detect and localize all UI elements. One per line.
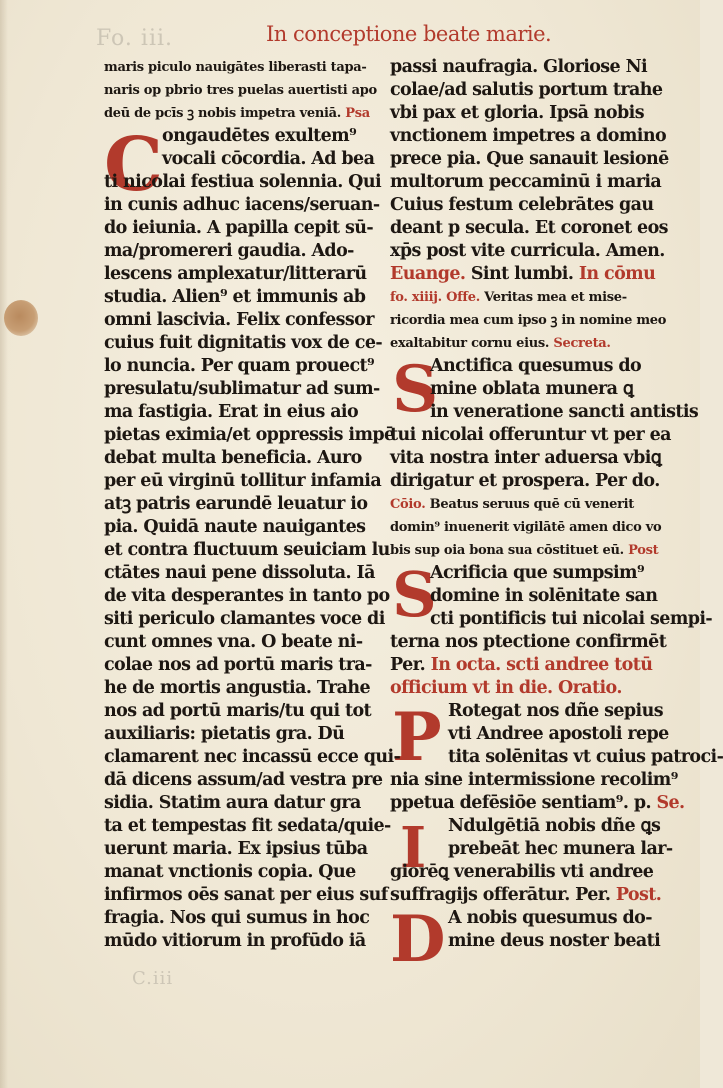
text-line [104,769,383,792]
line-text: tui nicolai offeruntur vt per ea [390,425,671,445]
text-line [104,424,395,447]
right-text-column [390,56,723,953]
text-line [104,930,372,953]
gutter-shadow [0,0,8,1088]
line-text: lescens amplexatur/litterarū [104,264,367,284]
text-line [390,930,661,953]
line-text: de vita desperantes in tanto po [104,586,390,606]
text-line [104,608,385,631]
text-line [390,79,663,102]
line-text: studia. Alien⁹ et immunis ab [104,287,366,307]
rubric-text: Cōio. [390,497,426,512]
text-line [390,585,658,608]
text-line [390,493,658,516]
text-line [104,470,382,493]
text-line [390,907,658,930]
line-text: nos ad portū maris/tu qui tot [104,701,372,721]
text-line [390,654,658,677]
line-text: cti pontificis tui nicolai sempi- [430,609,713,629]
line-text: domin⁹ inuenerit vigilātē amen dico vo [390,520,662,535]
line-text: et contra fluctuum seuiciam lu [104,540,390,560]
line-text: vocali cōcordia. Ad bea [162,149,375,169]
line-text: lo nuncia. Per quam prouect⁹ [104,356,375,376]
text-line [390,401,699,424]
text-line [104,102,372,125]
text-line [104,194,380,217]
text-line [104,677,372,700]
line-text: nia sine intermissione recolim⁹ [390,770,678,790]
page-header: In conceptione beate marie. [266,22,552,46]
line-text: presulatu/sublimatur ad sum- [104,379,380,399]
text-line [104,792,372,815]
line-text: exaltabitur cornu eius. [390,336,550,351]
text-line [104,815,391,838]
line-text: mine deus noster beati [448,931,661,951]
text-line [390,447,662,470]
line-text: multorum peccaminū i maria [390,172,662,192]
line-text: ti nicolai festiua solennia. Qui [104,172,381,192]
paper-stain [4,300,38,336]
line-text: terna nos ptectione confirmēt [390,632,667,652]
text-line [104,516,372,539]
line-text: siti periculo clamantes voce di [104,609,385,629]
line-text: suffragijs offerātur. Per. [390,885,616,905]
text-line [104,562,375,585]
text-line [390,562,658,585]
initial-s-post: S [392,558,437,631]
line-text: vti Andree apostoli repe [448,724,669,744]
text-line [390,171,662,194]
line-text: ongaudētes exultem⁹ [162,126,357,146]
line-text: mūdo vitiorum in profūdo iā [104,931,366,951]
text-line [390,884,662,907]
text-line [390,815,661,838]
show-through-folio: Fo. iii. [96,26,174,51]
line-text: Rotegat nos dñe sepius [448,701,663,721]
text-line [104,631,372,654]
line-text: Per. [390,655,431,675]
line-text: dirigatur et prospera. Per do. [390,471,660,491]
text-line [104,723,372,746]
line-text: in cunis adhuc iacens/seruan- [104,195,380,215]
line-text: infirmos oēs sanat per eius suf [104,885,388,905]
line-text: ctātes naui pene dissoluta. Iā [104,563,375,583]
line-text: manat vnctionis copia. Que [104,862,356,882]
line-text: maris piculo nauigātes liberasti tapa- [104,60,367,75]
rubric-text: Euange. [390,264,466,284]
text-line [104,539,390,562]
line-text: xp̄s post vite curricula. Amen. [390,241,665,261]
text-line [390,792,685,815]
line-text: dā dicens assum/ad vestra pre [104,770,383,790]
line-text: vbi pax et gloria. Ipsā nobis [390,103,644,123]
rubric-text: Psa [345,106,370,121]
text-line [390,838,673,861]
line-text: in veneratione sancti antistis [430,402,699,422]
line-text: sidia. Statim aura datur gra [104,793,361,813]
rubric-text: Secreta. [549,336,611,351]
line-text: giorēꝗ venerabilis vti andree [390,862,654,882]
initial-p: P [392,698,442,776]
text-line [390,56,658,79]
text-line [390,677,658,700]
text-line [104,700,372,723]
rubric-text: In cōmu [573,264,656,284]
rubric-text: Post [628,543,659,558]
line-text: Anctifica quesumus do [430,356,642,376]
line-text: vnctionem impetres a domino [390,126,667,146]
show-through-signature: C.iii [132,968,174,989]
line-text: ma fastigia. Erat in eius aio [104,402,359,422]
line-text: clamarent nec incassū ecce qui- [104,747,401,767]
line-text: pietas eximia/et oppressis impē [104,425,395,445]
text-line [104,240,372,263]
line-text: ma/promereri gaudia. Ado- [104,241,354,261]
text-line [390,125,667,148]
line-text: cunt omnes vna. O beate ni- [104,632,363,652]
line-text: Beatus seruus quē cū venerit [425,497,635,512]
rubric-text: Se. [656,793,685,813]
text-line [104,263,372,286]
text-line [390,240,665,263]
line-text: naris op pbrio tres puelas auertisti apo [104,83,377,98]
line-text: debat multa beneficia. Auro [104,448,362,468]
text-line [390,631,667,654]
line-text: prebeāt hec munera lar- [448,839,673,859]
text-line [390,309,667,332]
line-text: Sint lumbi. [465,264,574,284]
text-line [104,493,372,516]
text-line [390,332,658,355]
line-text: tita solēnitas vt cuius patroci- [448,747,723,767]
line-text: omni lascivia. Felix confessor [104,310,374,330]
line-text: bis sup oia bona sua cōstituet eū. [390,543,629,558]
initial-i: I [400,815,427,881]
line-text: he de mortis angustia. Trahe [104,678,370,698]
text-line [390,470,658,493]
text-line [104,148,375,171]
text-line [104,447,372,470]
text-line [104,861,372,884]
text-line [390,148,669,171]
rubric-text: fo. xiiij. Offe. [390,290,480,305]
line-text: domine in solēnitate san [430,586,658,606]
text-line [390,424,671,447]
rubric-text: In octa. scti andree totū [430,655,653,675]
line-text: do ieiunia. A papilla cepit sū- [104,218,373,238]
initial-c: C [104,122,163,208]
line-text: pia. Quidā naute nauigantes [104,517,366,537]
text-line [390,608,713,631]
text-line [390,102,658,125]
text-line [390,700,663,723]
text-line [390,746,723,769]
line-text: cuius fuit dignitatis vox de ce- [104,333,383,353]
line-text: ricordia mea cum ipso ꝫ in nomine meo [390,313,667,328]
line-text: ta et tempestas fit sedata/quie- [104,816,391,836]
text-line [390,286,658,309]
text-line [104,309,372,332]
text-line [104,378,380,401]
text-line [104,56,372,79]
rubric-text: Post. [615,885,662,905]
initial-s-secreta: S [392,352,439,427]
line-text: uerunt maria. Ex ipsius tūba [104,839,368,859]
text-line [390,217,668,240]
text-line [104,838,372,861]
text-line [104,217,372,240]
text-line [104,746,401,769]
left-text-column [104,56,401,953]
initial-d: D [390,902,446,977]
text-line [104,171,381,194]
line-text: A nobis quesumus do- [448,908,652,928]
text-line [104,884,388,907]
text-line [390,769,678,792]
line-text: prece pia. Que sanauit lesionē [390,149,669,169]
text-line [390,861,658,884]
text-line [104,286,372,309]
text-line [390,355,658,378]
line-text: colae nos ad portū maris tra- [104,655,372,675]
text-line [104,355,375,378]
line-text: fragia. Nos qui sumus in hoc [104,908,370,928]
text-line [390,516,662,539]
rubric-text: officium vt in die. Oratio. [390,678,622,698]
line-text: deū de pcīs ꝫ nobis impetra veniā. [104,106,346,121]
line-text: Cuius festum celebrātes gau [390,195,654,215]
line-text: mine oblata munera ꝗ [430,379,634,399]
line-text: ppetua defēsiōe sentiam⁹. p. [390,793,657,813]
line-text: auxiliaris: pietatis gra. Dū [104,724,345,744]
text-line [104,401,372,424]
text-line [390,194,658,217]
text-line [390,263,658,286]
text-line [104,907,372,930]
line-text: per eū virginū tollitur infamia [104,471,382,491]
text-line [104,125,372,148]
line-text: passi naufragia. Gloriose Ni [390,57,648,77]
text-line [104,332,383,355]
text-line [104,79,377,102]
line-text: Veritas mea et mise- [479,290,627,305]
text-line [104,654,372,677]
line-text: colae/ad salutis portum trahe [390,80,663,100]
line-text: atꝫ patris earundē leuatur io [104,494,368,514]
text-line [390,539,658,562]
line-text: Acrificia que sumpsim⁹ [430,563,645,583]
line-text: vita nostra inter aduersa vbiꝗ [390,448,662,468]
text-line [390,723,669,746]
line-text: deant p secula. Et coronet eos [390,218,668,238]
line-text: Ndulgētiā nobis dñe ꝗs [448,816,661,836]
text-line [390,378,658,401]
text-line [104,585,390,608]
